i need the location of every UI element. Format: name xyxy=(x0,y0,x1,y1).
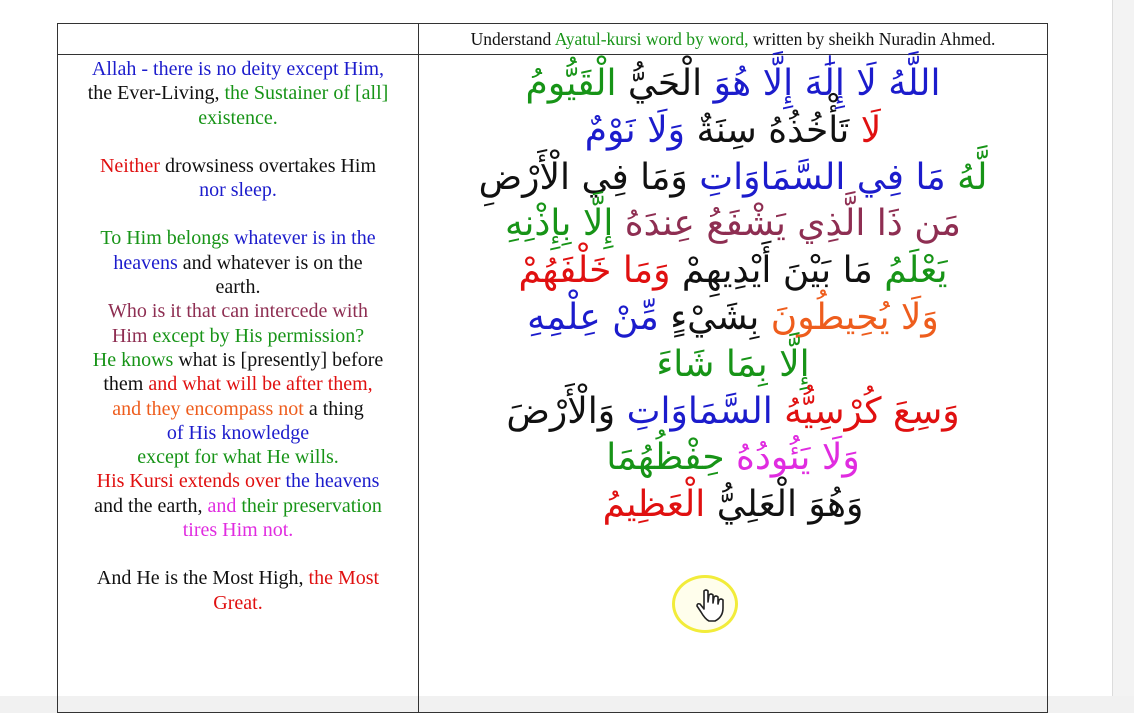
translation-segment: of His knowledge xyxy=(166,421,310,444)
translation-segment: whatever is in the xyxy=(233,227,376,250)
translation-table xyxy=(57,23,1048,713)
translation-line xyxy=(62,397,414,421)
translation-segment: and xyxy=(207,494,237,517)
translation-segment: the heavens xyxy=(285,470,380,493)
arabic-segment: وَالْأَرْضَ xyxy=(506,390,616,432)
translation-segment: and what will be after them, xyxy=(143,373,373,396)
content-row xyxy=(58,55,1048,713)
arabic-segment: مَا فِي السَّمَاوَاتِ xyxy=(687,156,946,198)
arabic-segment: حِفْظُهُمَا xyxy=(606,437,725,479)
arabic-segment: وَمَا فِي الْأَرْضِ xyxy=(478,156,688,198)
translation-line xyxy=(62,299,414,323)
header-cell xyxy=(419,24,1048,55)
translation-line xyxy=(62,566,414,590)
arabic-segment: بِشَيْءٍ xyxy=(658,296,760,338)
translation-segment: their preservation xyxy=(236,494,382,517)
arabic-segment: لَّهُ xyxy=(945,156,988,198)
translation-line xyxy=(62,421,414,445)
translation-segment: nor sleep. xyxy=(199,179,277,202)
translation-line xyxy=(62,275,414,299)
translation-line xyxy=(62,591,414,615)
translation-line xyxy=(62,372,414,396)
hand-pointer-icon xyxy=(694,588,724,622)
translation-segment: the Sustainer of [all] xyxy=(224,82,389,105)
translation-segment: Who is it that can intercede with xyxy=(108,300,368,323)
arabic-segment: وَمَا خَلْفَهُمْ xyxy=(518,250,671,292)
arabic-segment: مَن ذَا الَّذِي يَشْفَعُ عِندَهُ xyxy=(613,203,961,245)
header-segment: written by sheikh Nuradin Ahmed. xyxy=(748,29,996,49)
arabic-line xyxy=(419,435,1047,482)
translation-line xyxy=(62,494,414,518)
arabic-segment: وَلَا يَئُودُهُ xyxy=(724,437,860,479)
arabic-line xyxy=(419,201,1047,248)
arabic-segment: وَسِعَ كُرْسِيُّهُ xyxy=(772,390,960,432)
translation-segment: a thing xyxy=(303,397,364,420)
translation-line xyxy=(62,469,414,493)
translation-segment: and the earth, xyxy=(94,494,208,517)
arabic-segment: وَلَا نَوْمٌ xyxy=(584,109,686,151)
translation-line xyxy=(62,348,414,372)
header-segment: Understand xyxy=(470,29,555,49)
paragraph-gap xyxy=(62,130,414,154)
arabic-segment: الْعَظِيمُ xyxy=(602,484,706,526)
translation-segment: He knows xyxy=(92,348,174,371)
translation-line xyxy=(62,324,414,348)
arabic-line xyxy=(419,389,1047,436)
arabic-segment: تَأْخُذُهُ سِنَةٌ xyxy=(685,109,850,151)
translation-line xyxy=(62,57,414,81)
arabic-segment: وَهُوَ الْعَلِيُّ xyxy=(705,484,864,526)
translation-line xyxy=(62,445,414,469)
arabic-line xyxy=(419,61,1047,108)
header-title xyxy=(419,24,1047,54)
arabic-line xyxy=(419,108,1047,155)
translation-segment: His Kursi extends over xyxy=(96,470,286,493)
translation-segment: except by His permission? xyxy=(152,324,365,347)
translation-segment: existence. xyxy=(198,106,278,129)
translation-line xyxy=(62,81,414,105)
arabic-segment: لَا xyxy=(849,109,882,151)
arabic-segment: مَا بَيْنَ أَيْدِيهِمْ xyxy=(670,250,873,292)
arabic-segment: مِّنْ عِلْمِهِ xyxy=(527,296,659,338)
translation-segment: drowsiness overtakes Him xyxy=(159,154,377,177)
paragraph-gap xyxy=(62,202,414,226)
translation-segment: what is [presently] before xyxy=(173,348,384,371)
arabic-segment: السَّمَاوَاتِ xyxy=(615,390,773,432)
translation-segment: except for what He wills. xyxy=(137,446,339,469)
translation-segment: And He is the Most High, xyxy=(96,567,309,590)
english-translation-cell xyxy=(58,55,419,713)
vertical-scrollbar[interactable] xyxy=(1112,0,1134,696)
translation-segment: earth. xyxy=(215,276,261,299)
translation-line xyxy=(62,154,414,178)
translation-segment: Neither xyxy=(99,154,160,177)
arabic-segment: الْحَيُّ xyxy=(616,63,703,104)
translation-segment: Great. xyxy=(213,591,263,614)
translation-line xyxy=(62,518,414,542)
translation-segment: the Ever-Living, xyxy=(87,82,225,105)
translation-segment: To Him belongs xyxy=(100,227,234,250)
arabic-segment: وَلَا يُحِيطُونَ xyxy=(759,296,939,338)
arabic-segment: إِلَّا بِمَا شَاءَ xyxy=(656,343,810,385)
translation-line xyxy=(62,178,414,202)
paragraph-gap xyxy=(62,542,414,566)
arabic-segment: الْقَيُّومُ xyxy=(525,63,617,104)
translation-segment: and whatever is on the xyxy=(177,251,363,274)
translation-segment: Him xyxy=(111,324,153,347)
arabic-verse xyxy=(419,61,1047,529)
translation-segment: and they encompass not xyxy=(112,397,304,420)
arabic-line xyxy=(419,295,1047,342)
arabic-line xyxy=(419,482,1047,529)
arabic-segment: يَعْلَمُ xyxy=(872,250,948,292)
translation-segment: heavens xyxy=(113,251,178,274)
translation-segment: Allah - there is no deity except Him, xyxy=(91,58,385,80)
header-row xyxy=(58,24,1048,55)
translation-line xyxy=(62,251,414,275)
english-translation xyxy=(62,57,414,615)
header-empty-cell xyxy=(58,24,419,55)
header-segment: Ayatul-kursi word by word, xyxy=(554,29,749,49)
arabic-line xyxy=(419,248,1047,295)
arabic-line xyxy=(419,155,1047,202)
arabic-segment: إِلَّا بِإِذْنِهِ xyxy=(505,203,614,245)
arabic-segment: اللَّهُ لَا إِلَٰهَ إِلَّا هُوَ xyxy=(702,63,941,104)
translation-line xyxy=(62,226,414,250)
translation-segment: the Most xyxy=(308,567,380,590)
translation-segment: them xyxy=(103,373,144,396)
translation-segment: tires Him not. xyxy=(182,519,294,542)
arabic-line xyxy=(419,342,1047,389)
translation-line xyxy=(62,106,414,130)
